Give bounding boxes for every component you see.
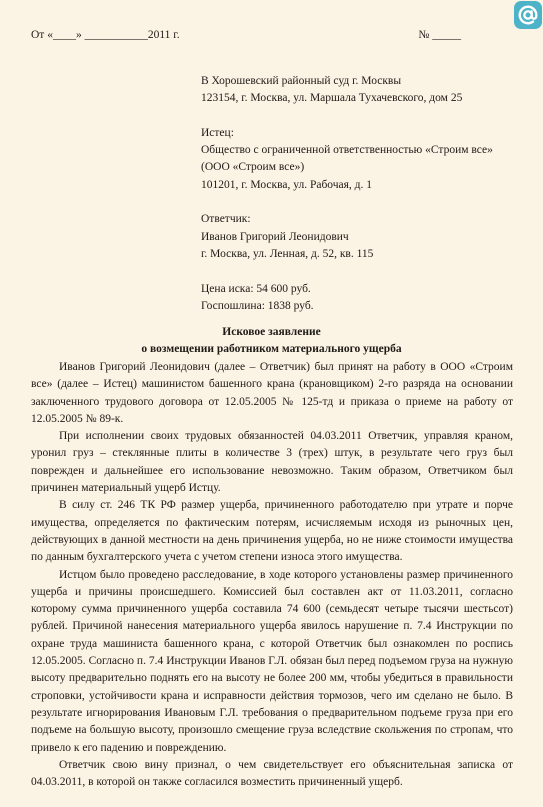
document-header (31, 28, 461, 43)
spacer (201, 108, 493, 125)
paragraph: Иванов Григорий Леонидович (далее – Ответчик) был принят на работу в ООО «Строим все» (далее – Истец) машинистом башенного крана (крановщиком) 2-го разряда на основании заключенного трудового договора от 12.05.2005 № 125-тд и приказа о приеме на работу от 12.05.2005 № 89-к. (31, 361, 513, 425)
plaintiff-address: 101201, г. Москва, ул. Рабочая, д. 1 (201, 178, 373, 191)
court-address: 123154, г. Москва, ул. Маршала Тухачевского, дом 25 (201, 92, 463, 105)
at-sign-icon (514, 1, 542, 29)
court-name: В Хорошевский районный суд г. Москвы (201, 75, 402, 87)
document-title (31, 324, 512, 359)
spacer (201, 194, 493, 211)
title-line-2: о возмещении работником материального ущерба (141, 343, 402, 356)
state-fee: Госпошлина: 1838 руб. (201, 299, 314, 312)
date-line: От «____» ___________2011 г. (31, 29, 180, 41)
claim-body (31, 359, 513, 791)
plaintiff-label: Истец: (201, 126, 234, 139)
paragraph: Ответчик свою вину признал, о чем свидетельствует его объяснительная записка от 04.03.2011, в которой он также согласился возместить причиненный ущерб. (31, 758, 513, 789)
claim-price: Цена иска: 54 600 руб. (201, 282, 311, 295)
defendant-label: Ответчик: (201, 213, 251, 226)
at-sign-glyph (517, 4, 539, 26)
plaintiff-short-name: (ООО «Строим все») (201, 161, 305, 174)
paragraph: Истцом было проведено расследование, в ходе которого установлены размер причиненного ущерба и причины происшедшего. Комиссией был составлен акт от 11.03.2011, согласно которому сумма причиненного ущерба составила 74 600 (семьдесят четыре тысячи шестьсот) рублей. Причиной нанесения материального ущерба явилось нарушение п. 7.4 Инструкции по охране труда машиниста башенного крана, с которой Ответчик был ознакомлен по роспись 12.05.2005. Согласно п. 7.4 Инструкции Иванов Г.Л. обязан был перед подъемом груза на нужную высоту предварительно поднять его на высоту не более 200 мм, чтобы убедиться в правильности строповки, устойчивости крана и исправности действия тормозов, чего им сделано не было. В результате игнорирования Ивановым Г.Л. требования о предварительном подъеме груза при его подъеме на большую высоту, произошло смещение груза вследствие скольжения по стропам, что привело к его падению и повреждению. (31, 568, 513, 754)
plaintiff-name: Общество с ограниченной ответственностью «Строим все» (201, 144, 493, 157)
spacer (201, 263, 493, 280)
defendant-name: Иванов Григорий Леонидович (201, 230, 349, 243)
defendant-address: г. Москва, ул. Ленная, д. 52, кв. 115 (201, 247, 374, 260)
title-line-1: Исковое заявление (222, 326, 321, 338)
addressee-block (201, 73, 493, 315)
paragraph: В силу ст. 246 ТК РФ размер ущерба, причиненного работодателю при утрате и порче имущества, определяется по фактическим потерям, исчисляемым исходя из рыночных цен, действующих в данной местности на день причинения ущерба, но не ниже стоимости имущества по данным бухгалтерского учета с учетом степени износа этого имущества. (31, 499, 513, 564)
paragraph: При исполнении своих трудовых обязанностей 04.03.2011 Ответчик, управляя краном, уронил груз – стеклянные плиты в количестве 3 (трех) штук, в результате чего груз был поврежден и дальнейшее его использование невозможно. Таким образом, Ответчиком был причинен материальный ущерб Истцу. (31, 430, 513, 495)
number-line: № _____ (418, 29, 461, 41)
